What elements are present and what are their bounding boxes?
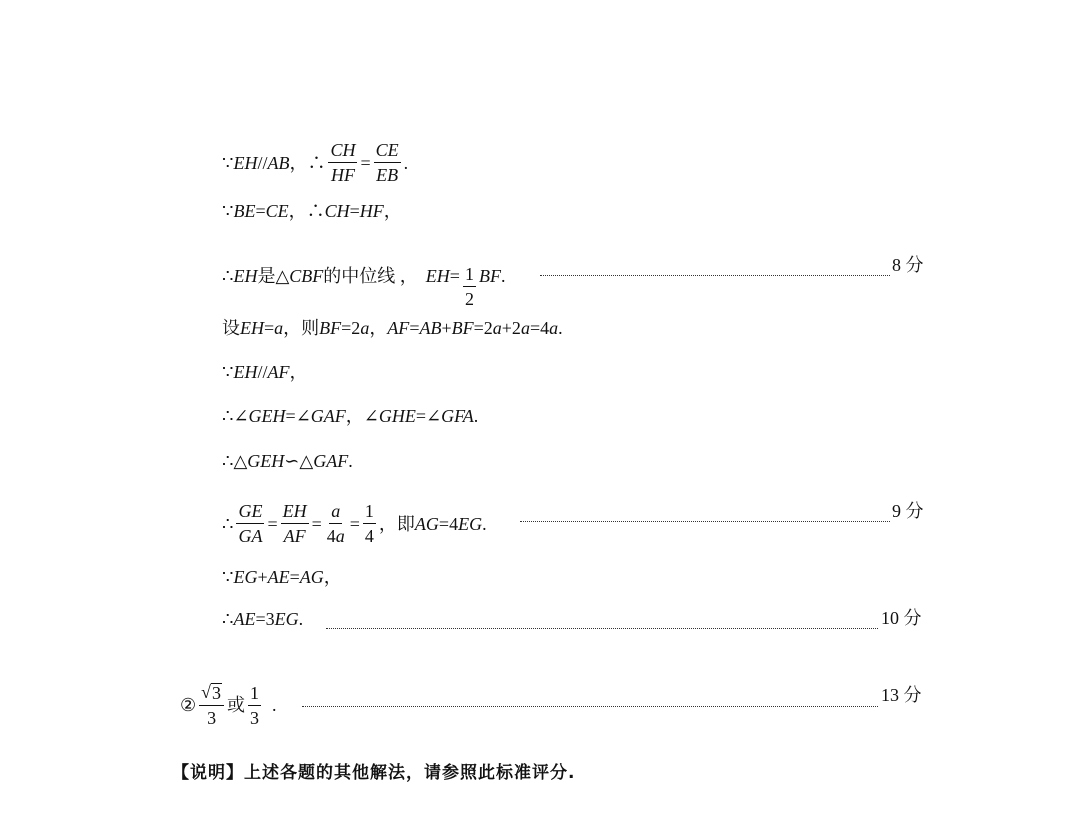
denominator: 3 [207,708,217,728]
denominator: 4 [364,526,374,546]
score-8: 8 分 [892,255,924,275]
segment-be: BE [233,201,256,221]
comma-angle: ，∠ [345,406,379,426]
segment-eg: EG [458,513,483,534]
segment-ce: CE [265,201,289,221]
because-symbol: ∵ [222,152,234,173]
segment-bf: BF [478,265,501,286]
segment-eh: EH [233,362,258,382]
fraction-ge-ga [236,502,264,545]
because-symbol: ∵ [222,201,234,221]
denominator-variable: a [335,526,345,546]
text: ，即 [378,513,415,534]
fraction-ch-hf [328,141,357,184]
because-symbol: ∵ [222,567,234,587]
equals-angle: =∠ [285,406,311,426]
text: =2 [341,318,361,338]
equals-sign: = [409,318,420,338]
radicand: 3 [212,683,222,703]
text: ，则 [283,318,320,338]
solution-line-11 [180,683,277,727]
triangle-geh: GEH [247,451,285,471]
period: . [500,265,506,286]
dot-leader [326,628,878,629]
solution-line-2 [222,200,402,222]
fraction-one-quarter [363,502,376,545]
variable-a: a [274,318,284,338]
triangle-cbf: CBF [289,265,324,286]
segment-eh: EH [240,318,264,338]
fraction-eh-af [281,502,309,545]
equals-sign: = [267,513,278,534]
comma: ， [323,567,342,587]
segment-ab: AB [267,152,290,173]
numerator: 1 [248,684,261,706]
angle-gaf: GAF [310,406,346,426]
numerator [199,683,224,706]
equals-sign: = [349,513,360,534]
fraction-sqrt3-over-3 [199,683,224,727]
segment-bf: BF [451,318,474,338]
segment-eh: EH [233,265,258,286]
solution-line-8 [222,502,487,545]
fraction-ce-eb [374,141,401,184]
because-symbol: ∵ [222,362,234,382]
sqrt-expression [201,683,222,702]
denominator: 3 [250,707,260,728]
numerator: CH [328,141,357,163]
denominator-coefficient: 4 [326,526,336,546]
dot-leader [302,706,878,707]
segment-af: AF [387,318,410,338]
segment-ch: CH [324,201,350,221]
solution-line-9 [222,566,342,588]
segment-ae: AE [233,609,256,629]
fraction-one-third [248,684,261,727]
equals-sign: = [349,201,360,221]
therefore-symbol: ，∴ [288,201,325,221]
segment-eg: EG [274,609,299,629]
period: . [348,451,353,471]
period: . [558,318,563,338]
or-text: 或 [227,695,246,715]
similar-triangle: ∽△ [284,451,314,471]
circled-two: ② [180,695,197,715]
equals-sign: = [449,265,460,286]
segment-hf: HF [359,201,384,221]
parallel-symbol: // [257,362,268,382]
text: =2 [473,318,493,338]
triangle-gaf: GAF [313,451,349,471]
period: . [272,695,277,715]
therefore-symbol: ∴ [222,609,234,629]
text: =4 [529,318,550,338]
numerator: GE [236,502,264,524]
plus-sign: + [441,318,452,338]
equals-sign: = [255,201,266,221]
period: . [482,513,487,534]
segment-eg: EG [233,567,258,587]
text: 设 [222,318,240,338]
parallel-symbol: // [257,152,268,173]
numerator: a [329,502,342,524]
segment-ag: AG [299,567,324,587]
therefore-angle: ∴∠ [222,406,249,426]
denominator: EB [376,165,399,185]
angle-geh: GEH [248,406,286,426]
solution-line-5 [222,361,307,383]
numerator: 1 [363,502,376,524]
equals-sign: = [360,152,371,173]
text: 的中位线 ， [323,265,418,286]
score-10: 10 分 [881,608,922,628]
solution-line-7 [222,450,353,472]
radical-icon: √ [201,682,212,702]
grading-note: 【说明】上述各题的其他解法，请参照此标准评分. [172,763,576,783]
numerator: 1 [463,265,476,287]
segment-eh: EH [233,152,258,173]
dot-leader [520,521,890,522]
denominator [325,524,347,545]
solution-line-4 [222,317,563,339]
score-13: 13 分 [881,685,922,705]
therefore-symbol: ∴ [222,513,234,534]
denominator: 2 [464,289,474,309]
variable-a: a [360,318,370,338]
solution-line-10 [222,608,303,630]
period: . [298,609,304,629]
therefore-triangle: ∴△ [222,451,248,471]
comma: ， [289,362,308,382]
denominator: HF [330,165,355,185]
variable-a: a [520,318,530,338]
variable-a: a [492,318,502,338]
segment-eh: EH [425,265,450,286]
numerator: EH [281,502,309,524]
segment-af: AF [267,362,290,382]
text: =4 [438,513,459,534]
equals-sign: = [311,513,322,534]
angle-gfa: GFA [441,406,474,426]
segment-ag: AG [414,513,439,534]
text: +2 [501,318,521,338]
fraction-a-4a [325,502,347,545]
equals-angle: =∠ [415,406,442,426]
therefore-symbol: ，∴ [289,152,326,173]
solution-line-6 [222,405,478,427]
equals-sign: = [264,318,275,338]
segment-ae: AE [267,567,290,587]
segment-bf: BF [319,318,342,338]
period: . [403,152,409,173]
text: =3 [255,609,275,629]
equals-sign: = [289,567,300,587]
score-9: 9 分 [892,501,924,521]
denominator: AF [283,526,306,546]
segment-ab: AB [419,318,442,338]
angle-ghe: GHE [378,406,416,426]
denominator: GA [238,526,263,546]
period: . [473,406,479,426]
therefore-symbol: ∴ [222,265,234,286]
comma: ， [383,201,402,221]
comma: ， [369,318,388,338]
variable-a: a [549,318,559,338]
text: 是△ [257,265,290,286]
solution-line-1 [222,141,408,184]
numerator: CE [374,141,401,163]
dot-leader [540,275,890,276]
fraction-one-half [463,265,476,308]
plus-sign: + [257,567,268,587]
solution-line-3 [222,254,506,309]
